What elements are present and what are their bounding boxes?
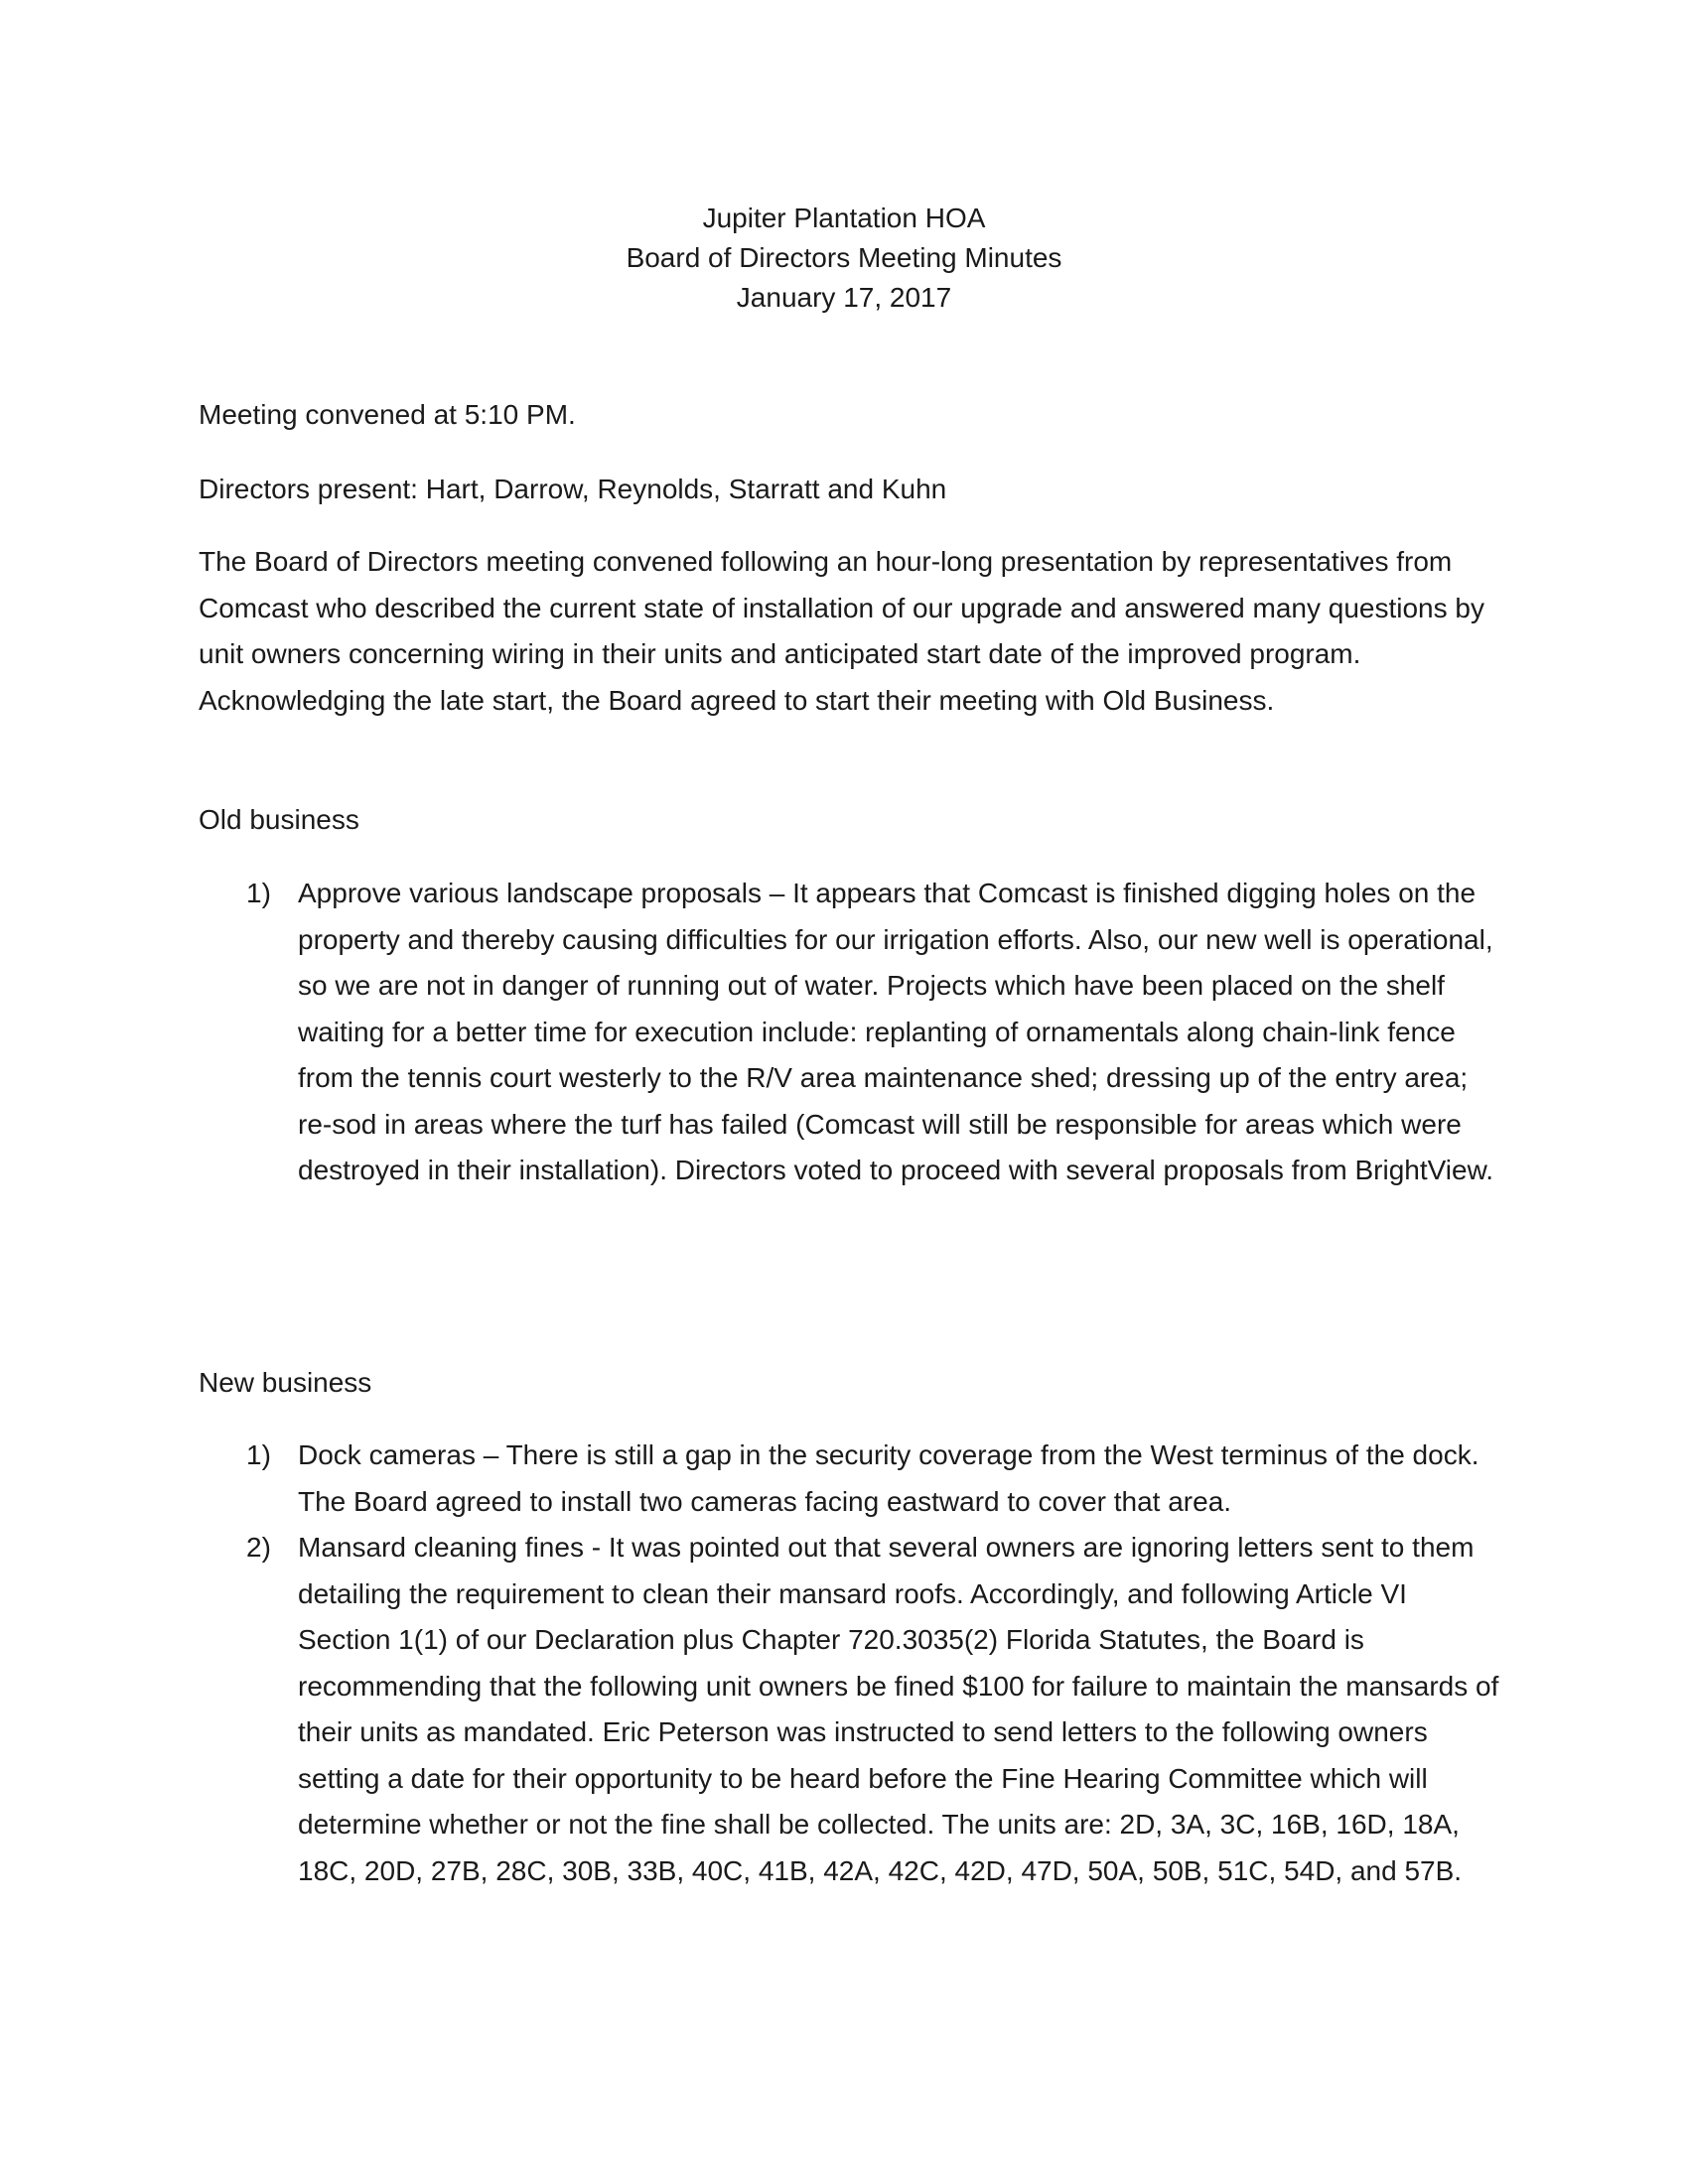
document-title: Board of Directors Meeting Minutes [626,242,1062,273]
meeting-convened: Meeting convened at 5:10 PM. [199,399,576,430]
list-item-number: 1) [246,878,271,908]
list-item [199,871,1499,1194]
list-item-number: 1) [246,1439,271,1470]
list-item-text: Dock cameras – There is still a gap in the security coverage from the West terminus of the dock. The Board agreed to install two cameras facing eastward to cover that area. [298,1439,1479,1517]
list-item [199,1525,1499,1894]
old-business-list [199,871,1499,1194]
list-item-number: 2) [246,1532,271,1563]
old-business-heading: Old business [199,804,359,835]
intro-paragraph: The Board of Directors meeting convened following an hour-long presentation by representatives from Comcast who described the current state of installation of our upgrade and answered many questions by unit owners concerning wiring in their units and anticipated start date of the improved program. Acknowledging the late start, the Board agreed to start their meeting with Old Business. [199,546,1484,716]
new-business-heading: New business [199,1367,372,1398]
list-item-text: Approve various landscape proposals – It appears that Comcast is finished digging holes on the property and thereby causing difficulties for our irrigation efforts. Also, our new well is operational, so we are not in danger of running out of water. Projects which have been placed on the shelf waiting for a better time for execution include: replanting of ornamentals along chain-link fence from the tennis court westerly to the R/V area maintenance shed; dressing up of the entry area; re-sod in areas where the turf has failed (Comcast will still be responsible for areas which were destroyed in their installation). Directors voted to proceed with several proposals from BrightView. [298,878,1494,1185]
document-header [0,199,1688,318]
list-item-text: Mansard cleaning fines - It was pointed out that several owners are ignoring letters sent to them detailing the requirement to clean their mansard roofs. Accordingly, and following Article VI Section 1(1) of our Declaration plus Chapter 720.3035(2) Florida Statutes, the Board is recommending that the following unit owners be fined $100 for failure to maintain the mansards of their units as mandated. Eric Peterson was instructed to send letters to the following owners setting a date for their opportunity to be heard before the Fine Hearing Committee which will determine whether or not the fine shall be collected. The units are: 2D, 3A, 3C, 16B, 16D, 18A, 18C, 20D, 27B, 28C, 30B, 33B, 40C, 41B, 42A, 42C, 42D, 47D, 50A, 50B, 51C, 54D, and 57B. [298,1532,1499,1886]
organization-name: Jupiter Plantation HOA [702,203,986,233]
list-item [199,1433,1499,1525]
meeting-date: January 17, 2017 [736,282,952,313]
new-business-list [199,1433,1499,1894]
directors-present: Directors present: Hart, Darrow, Reynolds, Starratt and Kuhn [199,474,947,504]
